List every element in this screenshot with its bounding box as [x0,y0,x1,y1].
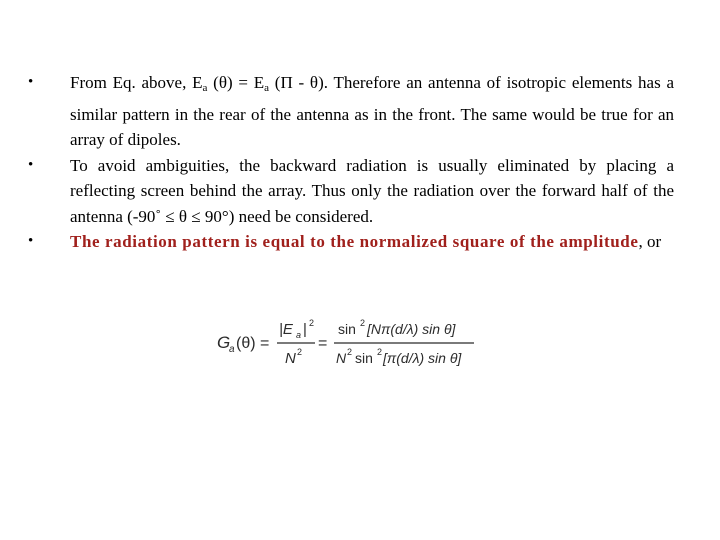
formula-den2: N [336,350,347,366]
subscript-a: a [264,82,270,94]
bullet-marker: • [28,74,34,90]
formula-den2-arg: [π(d/λ) sin θ] [383,350,462,366]
bullet-item-3 [28,229,674,255]
bullet-item-2 [28,153,674,230]
formula-num2-arg: [Nπ(d/λ) sin θ] [367,321,456,337]
bullet-2-text: To avoid ambiguities, the backward radiation is usually eliminated by placing a reflecting screen behind the array. Thus only the radiation over the forward half of the antenna (-90˚ ≤ θ ≤ 90°) need be considered. [70,155,674,226]
bullet-list [28,70,674,255]
formula-den2-sup2: 2 [377,347,383,357]
bullet-1-text-a: From Eq. above, E [70,73,203,92]
radiation-pattern-formula [215,314,477,370]
formula-den1-sup: 2 [297,347,303,357]
formula-num1: |E [279,321,293,338]
formula-num1-sub: a [296,330,302,340]
formula-svg [215,314,477,370]
bullet-3-emphasis: The radiation pattern is equal to the normalized square of the amplitude [70,232,639,251]
formula-lhs-arg: (θ) = [236,335,270,352]
formula-den1: N [285,350,296,367]
bullet-1-text-b: (θ) = E [207,73,265,92]
formula-num1-sup: 2 [309,318,315,328]
formula-den2-sin: sin [355,350,373,366]
bullet-1-text-c: (Π - θ). Therefore an antenna of isotropic elements has a similar pattern in the rear of the antenna as in the front. The same would be true for an array of dipoles. [70,73,674,149]
formula-num2-sup: 2 [360,318,366,328]
formula-num2: sin [338,321,356,337]
formula-num1-end: | [303,321,307,338]
bullet-marker: • [28,233,34,249]
subscript-a: a [202,82,208,94]
bullet-3-tail: , or [638,232,662,251]
formula-den2-sup: 2 [347,347,353,357]
formula-lhs: G [217,333,231,352]
bullet-item-1 [28,70,674,153]
formula-equals: = [318,335,328,352]
formula-lhs-sub: a [229,344,235,355]
bullet-marker: • [28,156,34,173]
